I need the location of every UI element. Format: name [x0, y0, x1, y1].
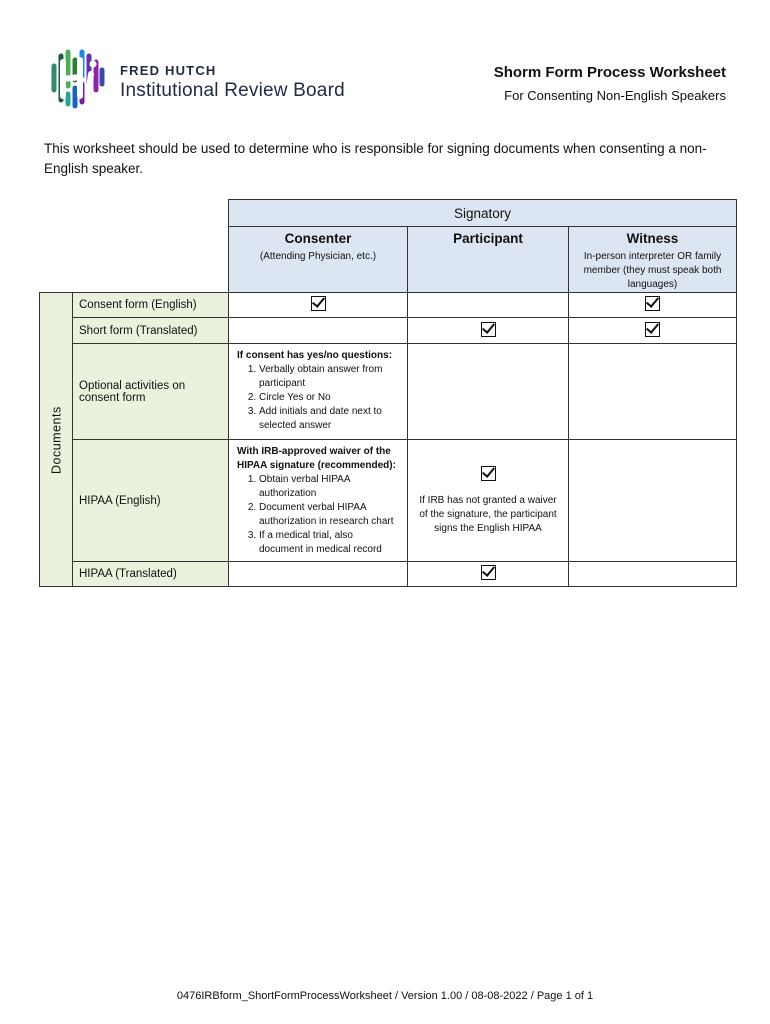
- list-item: 1. Obtain verbal HIPAA authorization: [259, 473, 399, 501]
- table-row: [40, 318, 737, 344]
- signatory-table: [39, 199, 737, 587]
- checkmark-icon: [311, 296, 326, 311]
- org-division: Institutional Review Board: [120, 80, 345, 101]
- checkmark-icon: [481, 322, 496, 337]
- instructions-lead: With IRB-approved waiver of the HIPAA signature (recommended):: [237, 446, 396, 471]
- checkmark-icon: [645, 322, 660, 337]
- empty-cell: [569, 344, 737, 440]
- checkbox-cell: [408, 318, 569, 344]
- row-label: Short form (Translated): [73, 318, 229, 344]
- signatory-header: Signatory: [229, 200, 737, 227]
- table-row: [40, 440, 737, 562]
- consenter-instructions: [229, 344, 408, 440]
- row-label: Optional activities on consent form: [73, 344, 229, 440]
- empty-cell: [408, 293, 569, 318]
- table-row: [40, 562, 737, 587]
- page-subtitle: For Consenting Non-English Speakers: [504, 88, 726, 103]
- participant-note-cell: [408, 440, 569, 562]
- checkbox-cell: [408, 562, 569, 587]
- list-item: 3. Add initials and date next to selected answer: [259, 405, 399, 433]
- empty-cell: [229, 318, 408, 344]
- checkbox-cell: [569, 318, 737, 344]
- instructions-lead: If consent has yes/no questions:: [237, 350, 393, 361]
- consenter-instructions: [229, 440, 408, 562]
- intro-paragraph: This worksheet should be used to determine who is responsible for signing documents when consenting a non-English speaker.: [44, 141, 707, 176]
- checkmark-icon: [645, 296, 660, 311]
- checkmark-icon: [481, 466, 496, 481]
- documents-side-label: Documents: [40, 293, 73, 587]
- list-item: 2. Circle Yes or No: [259, 391, 399, 405]
- list-item: 1. Verbally obtain answer from participant: [259, 363, 399, 391]
- column-title: Participant: [453, 231, 523, 246]
- page-title: Shorm Form Process Worksheet: [493, 64, 726, 81]
- empty-cell: [408, 344, 569, 440]
- row-label: HIPAA (English): [73, 440, 229, 562]
- column-header-witness: [569, 227, 737, 293]
- table-row: [40, 293, 737, 318]
- column-title: Consenter: [284, 231, 352, 246]
- participant-note: If IRB has not granted a waiver of the signature, the participant signs the English HIPAA: [419, 494, 557, 534]
- row-label: Consent form (English): [73, 293, 229, 318]
- page-footer: 0476IRBform_ShortFormProcessWorksheet / Version 1.00 / 08-08-2022 / Page 1 of 1: [176, 990, 594, 1002]
- column-header-participant: [408, 227, 569, 293]
- row-label: HIPAA (Translated): [73, 562, 229, 587]
- org-name: FRED HUTCH: [120, 63, 217, 78]
- column-subtitle: In-person interpreter OR family member (they must speak both languages): [583, 251, 722, 290]
- list-item: 2. Document verbal HIPAA authorization in research chart: [259, 501, 399, 529]
- empty-cell: [569, 562, 737, 587]
- column-header-consenter: [229, 227, 408, 293]
- checkbox-cell: [229, 293, 408, 318]
- table-row: [40, 344, 737, 440]
- column-title: Witness: [626, 231, 679, 246]
- empty-cell: [569, 440, 737, 562]
- checkmark-icon: [481, 565, 496, 580]
- checkbox-cell: [569, 293, 737, 318]
- empty-cell: [229, 562, 408, 587]
- column-subtitle: (Attending Physician, etc.): [259, 251, 377, 262]
- list-item: 3. If a medical trial, also document in medical record: [259, 529, 399, 557]
